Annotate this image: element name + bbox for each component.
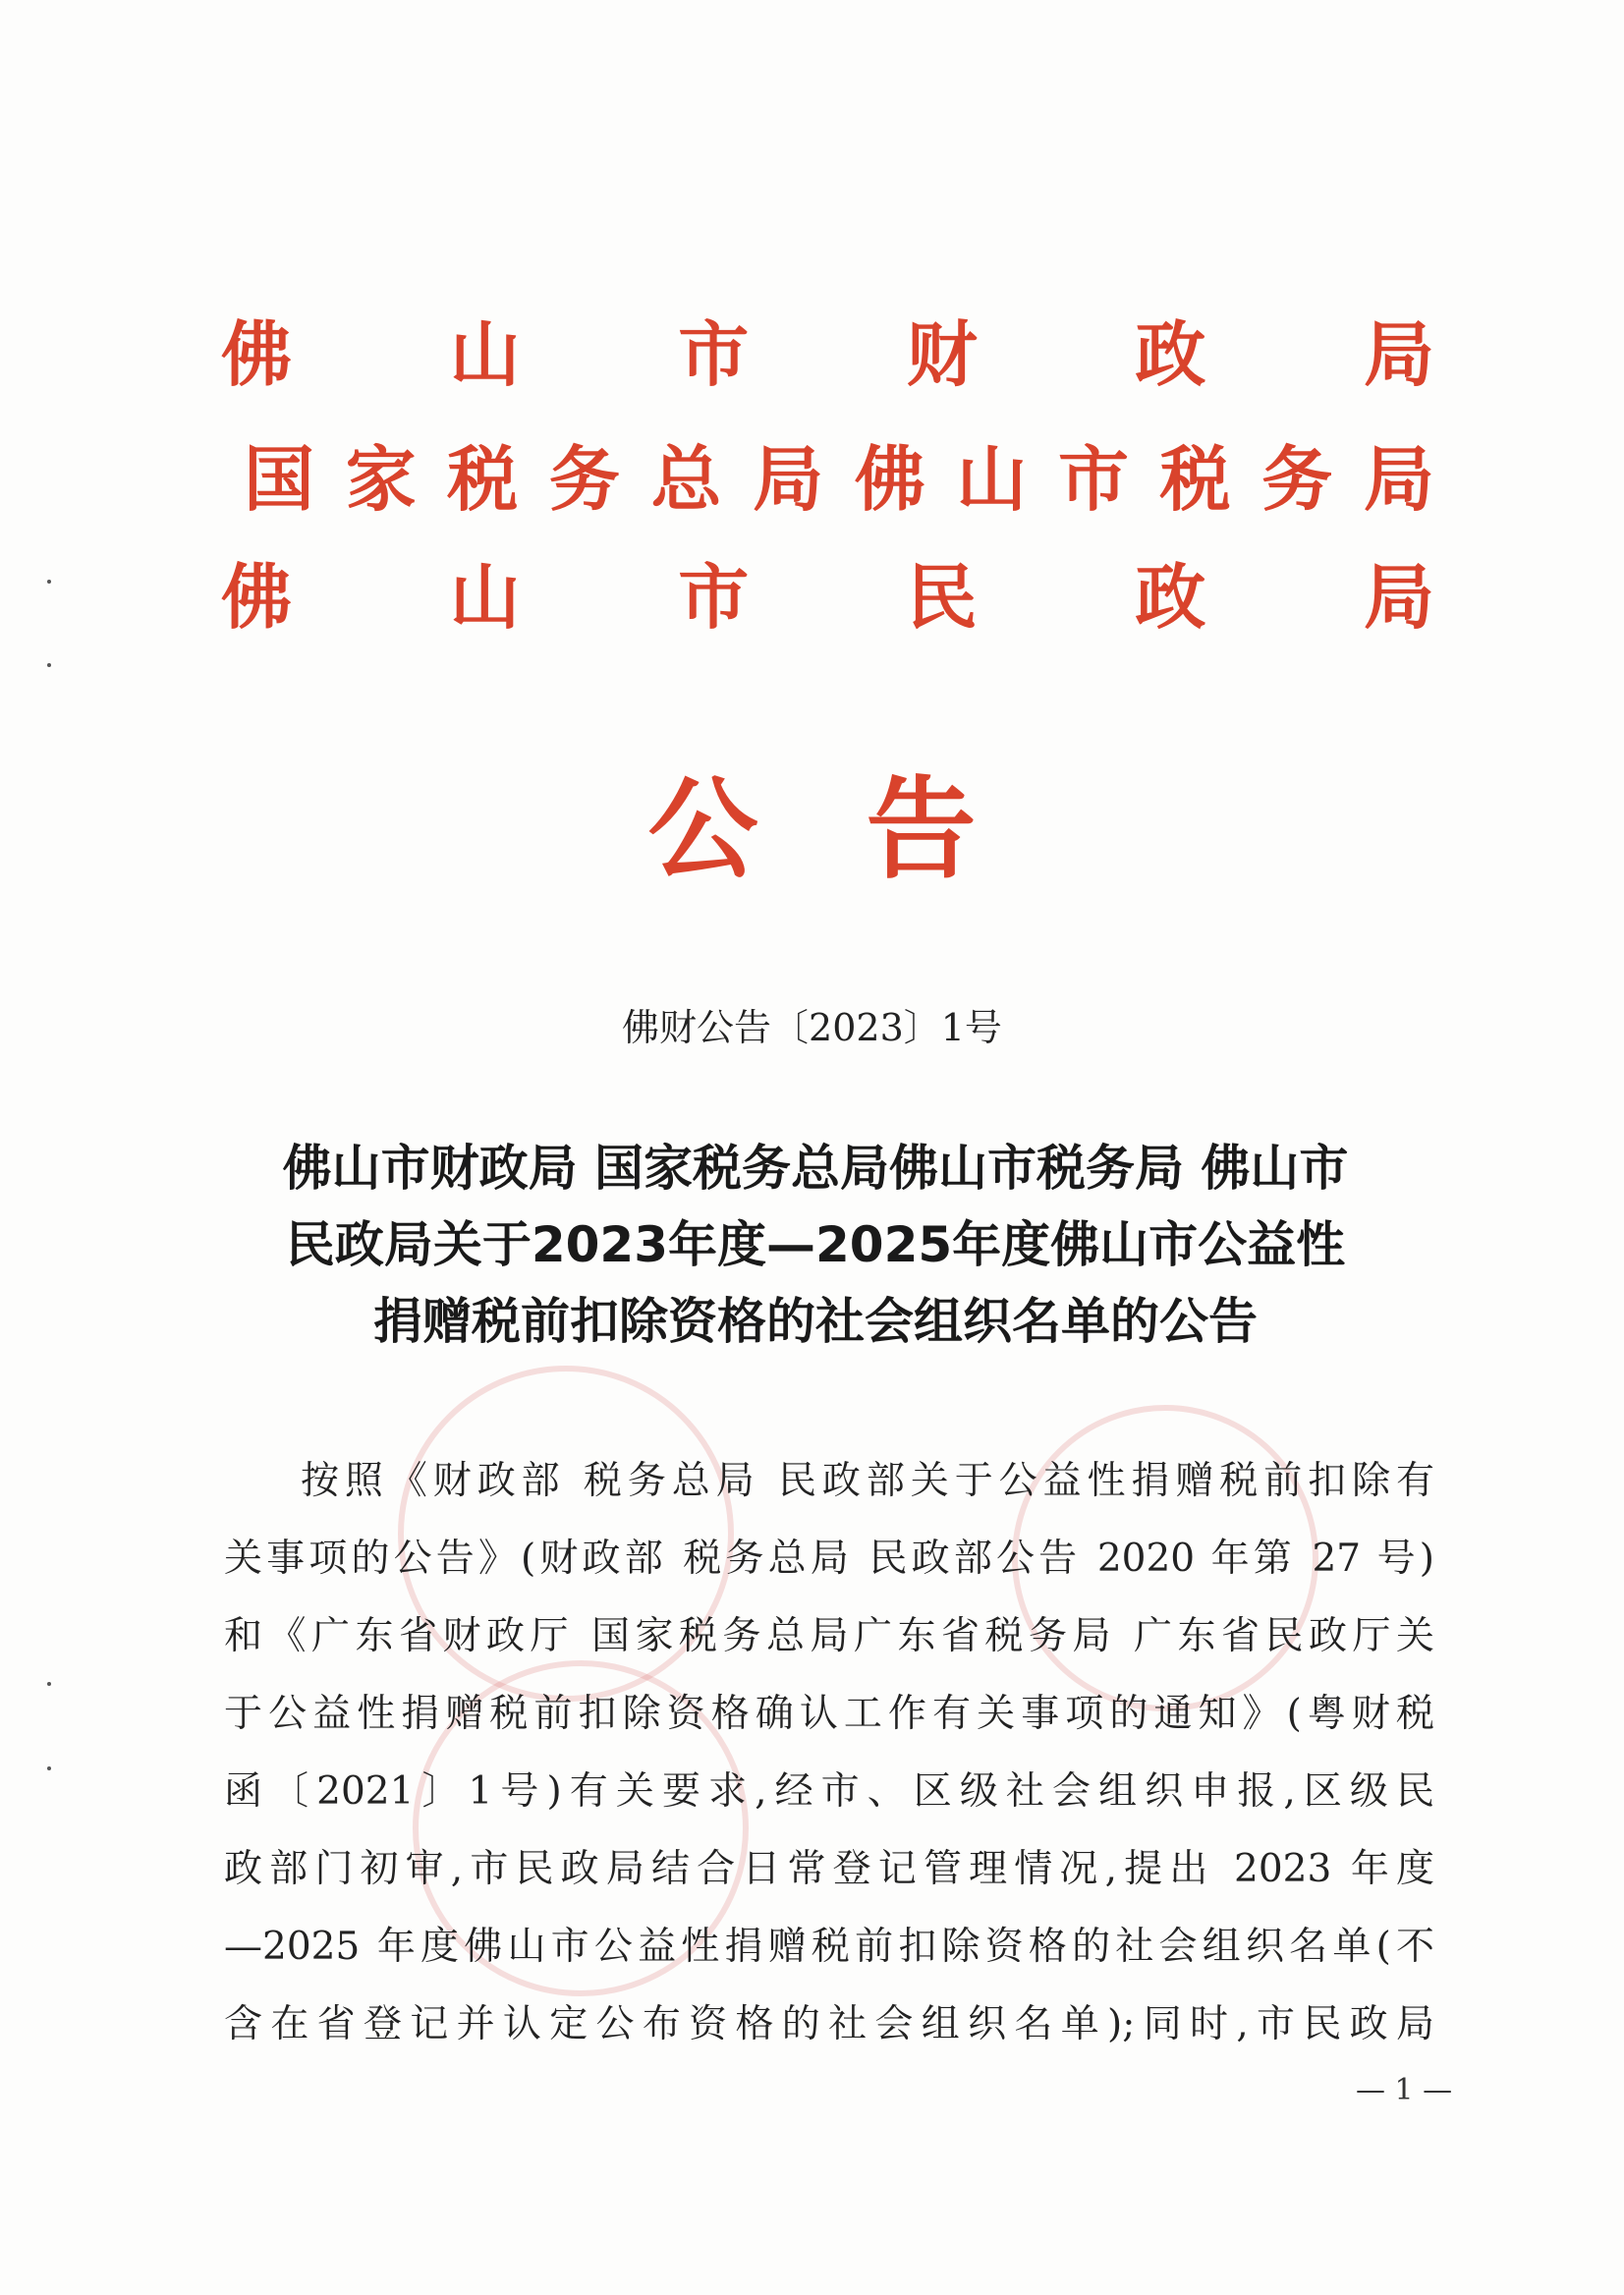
body-line: 和《广东省财政厅 国家税务总局广东省税务局 广东省民政厅关 [224,1614,1434,1658]
document-title [226,1130,1405,1360]
issuer-char: 税 [447,437,519,521]
body-line: 函〔2021〕1号)有关要求,经市、区级社会组织申报,区级民 [224,1769,1434,1814]
body-line: 含在省登记并认定公布资格的社会组织名单);同时,市民政局 [224,2002,1434,2046]
issuer-char: 局 [1363,312,1434,396]
issuer-char: 税 [1159,437,1231,521]
issuer-char: 政 [1135,555,1206,639]
document-number: 佛财公告〔2023〕1号 [622,1006,1002,1049]
title-line: 民政局关于2023年度—2025年度佛山市公益性 [285,1216,1346,1273]
title-line: 佛山市财政局 国家税务总局佛山市税务局 佛山市 [282,1140,1349,1197]
body-line: 于公益性捐赠税前扣除资格确认工作有关事项的通知》(粤财税 [224,1692,1434,1736]
page-number: — 1 — [1356,2073,1453,2107]
issuer-char: 市 [678,555,750,639]
issuer-char: 民 [906,555,978,639]
issuer-char: 总 [650,437,722,521]
scan-dot [47,663,51,667]
body-line: —2025 年度佛山市公益性捐赠税前扣除资格的社会组织名单(不 [224,1925,1434,1969]
issuer-char: 局 [1363,437,1434,521]
title-line: 捐赠税前扣除资格的社会组织名单的公告 [373,1293,1258,1350]
issuer-char: 市 [1058,437,1130,521]
issuer-char: 政 [1135,312,1206,396]
scan-dot [47,1766,51,1770]
issuer-char: 局 [753,437,824,521]
body-text [224,1442,1434,2063]
issuer-char: 山 [449,312,521,396]
issuer-char: 佛 [221,312,293,396]
issuer-line-finance-bureau [221,312,1434,396]
body-line: 按照《财政部 税务总局 民政部关于公益性捐赠税前扣除有 [301,1459,1434,1503]
issuer-char: 山 [956,437,1028,521]
scan-dot [47,580,51,584]
issuer-char: 局 [1363,555,1434,639]
scan-dot [47,1682,51,1686]
notice-label: 公告 [647,765,1085,894]
issuer-char: 国 [244,437,315,521]
issuer-char: 佛 [854,437,925,521]
issuer-char: 务 [548,437,620,521]
issuer-char: 山 [449,555,521,639]
issuer-char: 家 [345,437,417,521]
issuer-line-civil-affairs-bureau [221,555,1434,639]
issuer-char: 财 [906,312,978,396]
body-line: 关事项的公告》(财政部 税务总局 民政部公告 2020 年第 27 号) [224,1537,1434,1581]
issuer-line-tax-bureau [244,437,1434,521]
issuer-char: 市 [678,312,750,396]
issuer-char: 务 [1261,437,1333,521]
body-line: 政部门初审,市民政局结合日常登记管理情况,提出 2023 年度 [224,1847,1434,1891]
issuer-char: 佛 [221,555,293,639]
